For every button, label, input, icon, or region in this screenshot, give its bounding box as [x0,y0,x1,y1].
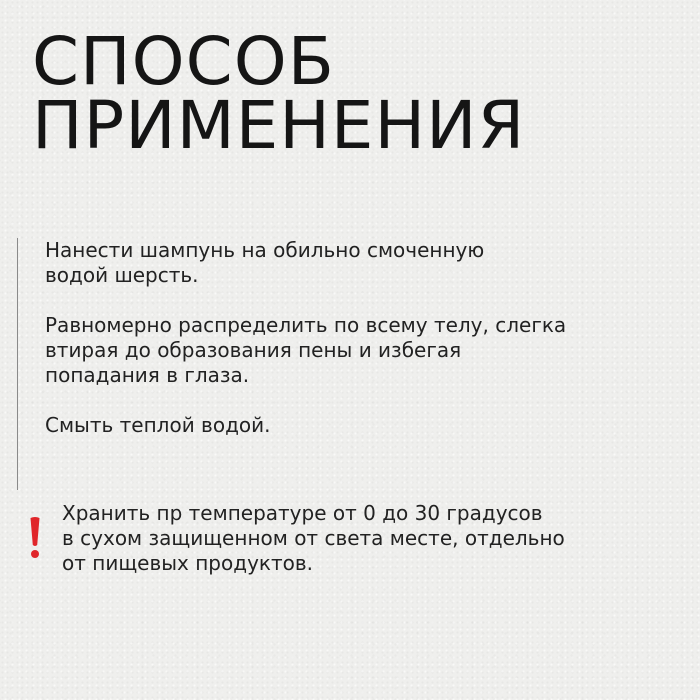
page-title-line-1: СПОСОБ [32,23,335,100]
page-title [32,23,526,164]
storage-warning [28,501,688,576]
instruction-step-1: Нанести шампунь на обильно смоченную водой шерсть. [45,238,485,287]
vertical-divider [17,238,18,490]
page-title-line-2: ПРИМЕНЕНИЯ [32,87,526,164]
instruction-step-3: Смыть теплой водой. [45,413,271,437]
instruction-step-2: Равномерно распределить по всему телу, слегка втирая до образования пены и избегая попадания в глаза. [45,313,567,387]
instructions-list [45,238,685,463]
storage-warning-text: Хранить пр температуре от 0 до 30 градусов в сухом защищенном от света месте, отдельно от пищевых продуктов. [62,501,565,575]
exclamation-mark-icon [28,516,42,560]
